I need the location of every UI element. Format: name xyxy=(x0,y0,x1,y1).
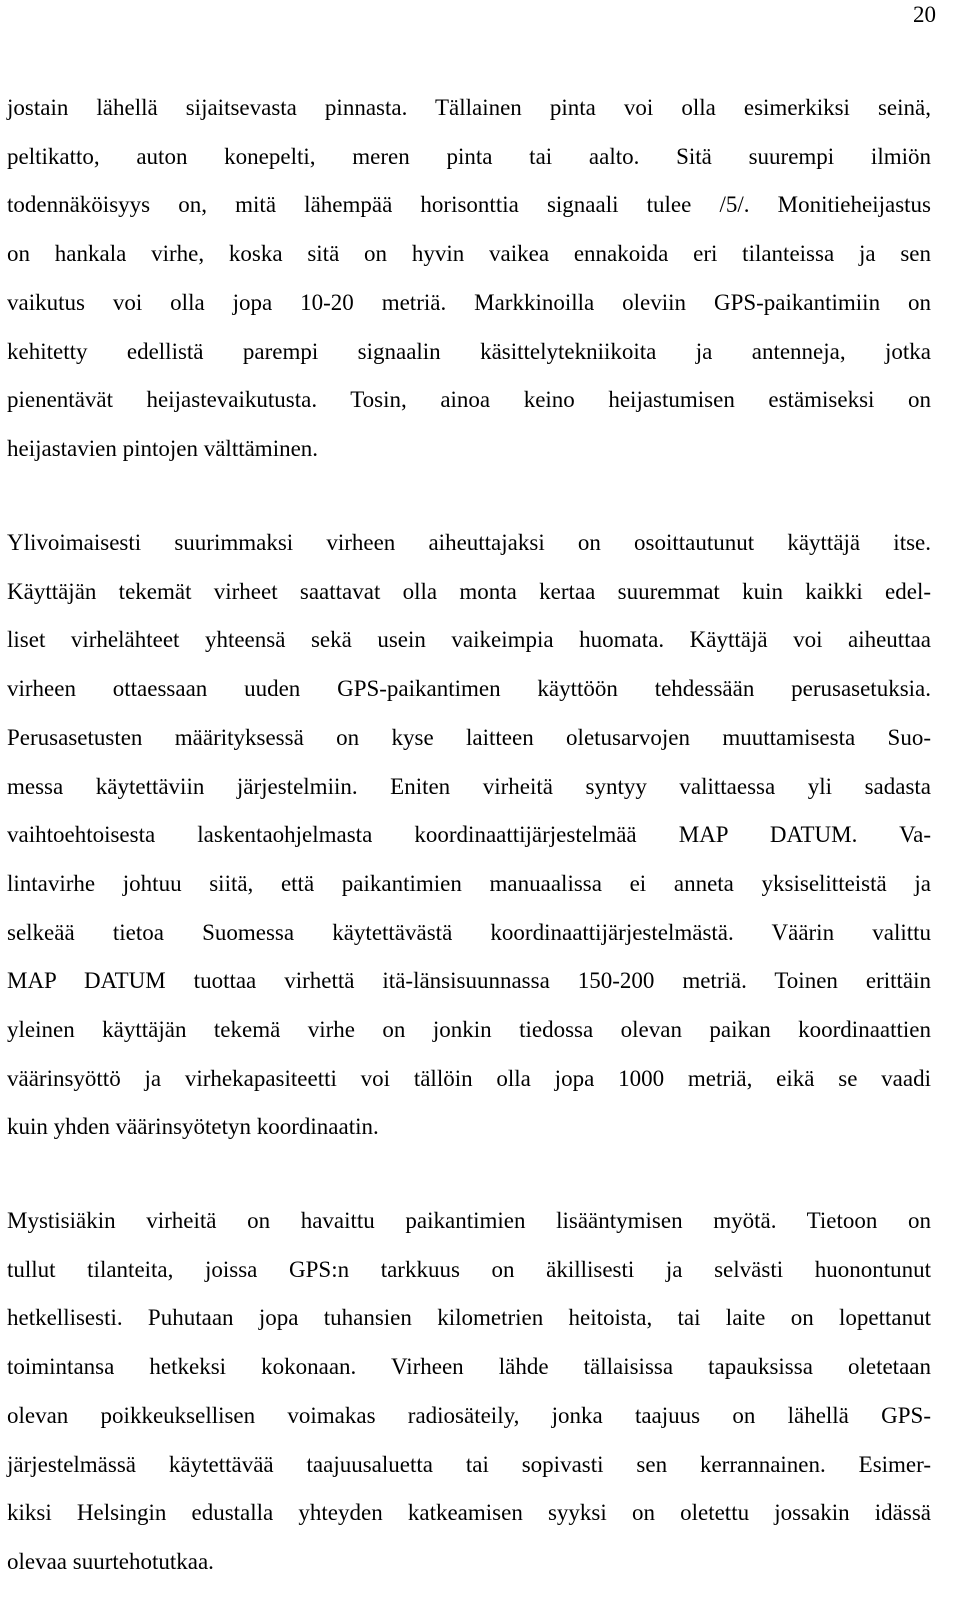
text-line: kuin yhden väärinsyötetyn koordinaatin. xyxy=(7,1114,379,1140)
text-line: lintavirhe johtuu siitä, että paikantimien manuaalissa ei anneta yksiselitteistä ja xyxy=(7,870,931,896)
text-line: peltikatto, auton konepelti, meren pinta tai aalto. Sitä suurempi ilmiön xyxy=(7,143,931,169)
paragraph-user-errors xyxy=(7,519,931,1152)
text-line: tullut tilanteita, joissa GPS:n tarkkuus on äkillisesti ja selvästi huonontunut xyxy=(7,1256,931,1282)
text-line: Mystisiäkin virheitä on havaittu paikantimien lisääntymisen myötä. Tietoon on xyxy=(7,1208,931,1233)
text-line: pienentävät heijastevaikutusta. Tosin, ainoa keino heijastumisen estämiseksi on xyxy=(7,387,931,413)
text-line: olevaa suurtehotutkaa. xyxy=(7,1548,214,1574)
paragraph-multipath xyxy=(7,84,931,474)
text-line: hetkellisesti. Puhutaan jopa tuhansien kilometrien heitoista, tai laite on lopettanut xyxy=(7,1305,931,1331)
text-line: jostain lähellä sijaitsevasta pinnasta. Tällainen pinta voi olla esimerkiksi seinä, xyxy=(7,95,931,120)
text-line: on hankala virhe, koska sitä on hyvin vaikea ennakoida eri tilanteissa ja sen xyxy=(7,241,931,267)
text-line: messa käytettäviin järjestelmiin. Eniten virheitä syntyy valittaessa yli sadasta xyxy=(7,773,931,799)
text-line: väärinsyöttö ja virhekapasiteetti voi tällöin olla jopa 1000 metriä, eikä se vaadi xyxy=(7,1065,931,1091)
text-line: Käyttäjän tekemät virheet saattavat olla monta kertaa suuremmat kuin kaikki edel- xyxy=(7,578,931,604)
page-number: 20 xyxy=(913,2,936,27)
text-line: MAP DATUM tuottaa virhettä itä-länsisuunnassa 150-200 metriä. Toinen erittäin xyxy=(7,968,931,994)
text-line: yleinen käyttäjän tekemä virhe on jonkin tiedossa olevan paikan koordinaattien xyxy=(7,1017,931,1043)
text-line: selkeää tietoa Suomessa käytettävästä koordinaattijärjestelmästä. Väärin valittu xyxy=(7,919,931,945)
text-line: vaikutus voi olla jopa 10-20 metriä. Markkinoilla oleviin GPS-paikantimiin on xyxy=(7,289,931,315)
text-line: Perusasetusten määrityksessä on kyse laitteen oletusarvojen muuttamisesta Suo- xyxy=(7,724,931,750)
text-line: Ylivoimaisesti suurimmaksi virheen aiheuttajaksi on osoittautunut käyttäjä itse. xyxy=(7,530,931,555)
text-line: liset virhelähteet yhteensä sekä usein vaikeimpia huomata. Käyttäjä voi aiheuttaa xyxy=(7,627,931,653)
text-line: kehitetty edellistä parempi signaalin käsittelytekniikoita ja antenneja, jotka xyxy=(7,338,931,364)
text-line: toimintansa hetkeksi kokonaan. Virheen lähde tällaisissa tapauksissa oletetaan xyxy=(7,1354,931,1380)
paragraph-mystery-errors xyxy=(7,1197,931,1587)
text-line: järjestelmässä käytettävää taajuusaluetta tai sopivasti sen kerrannainen. Esimer- xyxy=(7,1451,931,1477)
text-line: todennäköisyys on, mitä lähempää horisonttia signaali tulee /5/. Monitieheijastus xyxy=(7,192,931,218)
text-line: kiksi Helsingin edustalla yhteyden katkeamisen syyksi on oletettu jossakin idässä xyxy=(7,1500,931,1526)
text-line: virheen ottaessaan uuden GPS-paikantimen käyttöön tehdessään perusasetuksia. xyxy=(7,676,931,702)
text-line: heijastavien pintojen välttäminen. xyxy=(7,435,319,461)
text-line: vaihtoehtoisesta laskentaohjelmasta koordinaattijärjestelmää MAP DATUM. Va- xyxy=(7,822,931,848)
text-line: olevan poikkeuksellisen voimakas radiosäteily, jonka taajuus on lähellä GPS- xyxy=(7,1402,931,1428)
